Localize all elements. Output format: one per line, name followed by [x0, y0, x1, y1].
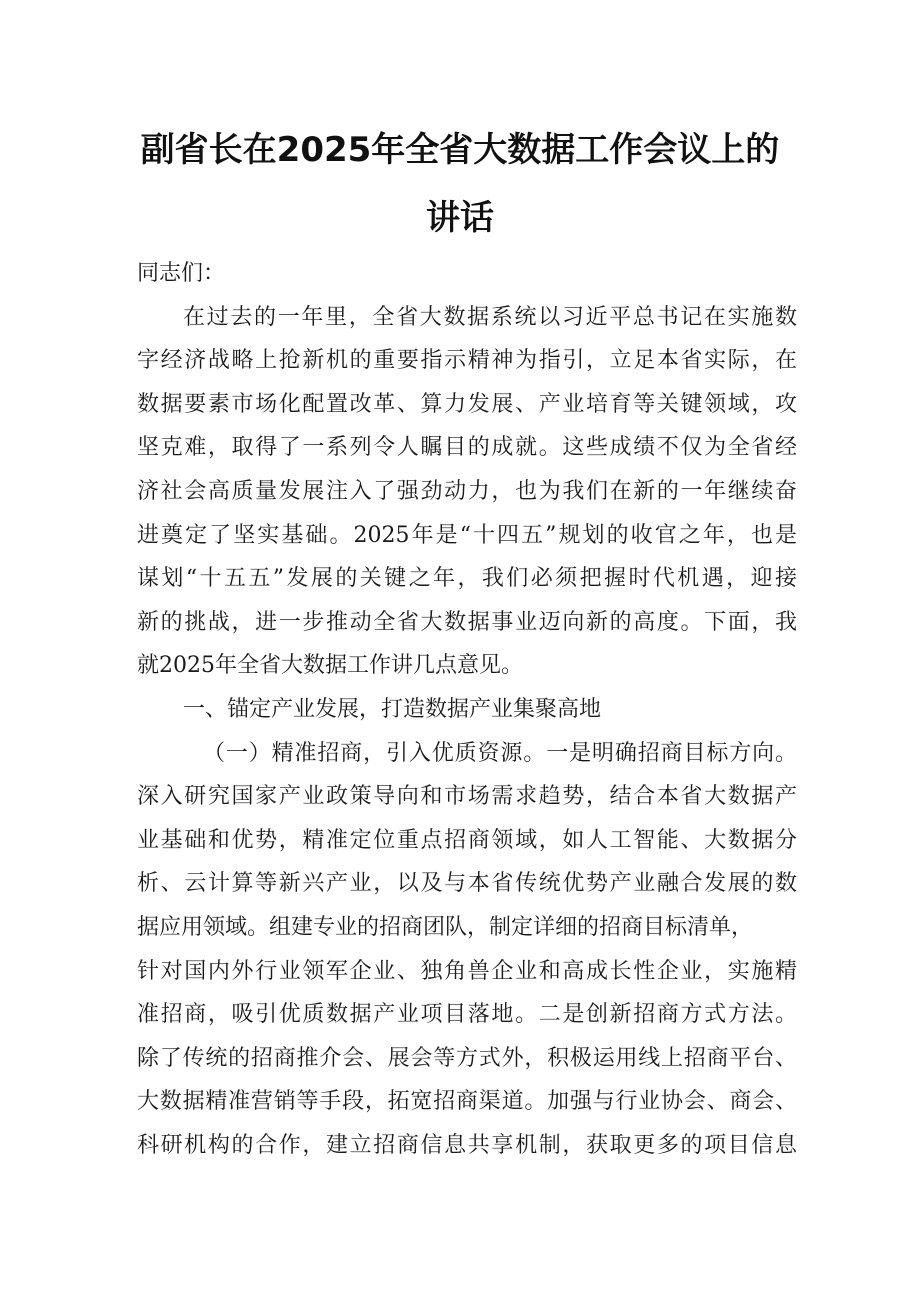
- salutation: 同志们：: [137, 261, 226, 286]
- paragraph-1-line: 进奠定了坚实基础。2025年是“十四五”规划的收官之年，也是: [137, 522, 797, 548]
- paragraph-2-line: （一）精准招商，引入优质资源。一是明确招商目标方向。: [203, 740, 797, 766]
- paragraph-1-line: 字经济战略上抢新机的重要指示精神为指引，立足本省实际，在: [137, 348, 797, 374]
- paragraph-1-line: 数据要素市场化配置改革、算力发展、产业培育等关键领域，攻: [137, 391, 797, 417]
- paragraph-1-line: 就2025年全省大数据工作讲几点意见。: [137, 653, 523, 679]
- document-title-line-2: 讲话: [426, 198, 494, 238]
- paragraph-2-line: 据应用领域。组建专业的招商团队，制定详细的招商目标清单，: [137, 914, 754, 940]
- paragraph-1-line: 坚克难，取得了一系列令人瞩目的成就。这些成绩不仅为全省经: [137, 435, 797, 461]
- document-title-line-1: 副省长在2025年全省大数据工作会议上的: [140, 130, 780, 170]
- paragraph-2-line: 深入研究国家产业政策导向和市场需求趋势，结合本省大数据产: [137, 784, 797, 810]
- paragraph-1-line: 谋划“十五五”发展的关键之年，我们必须把握时代机遇，迎接: [137, 566, 797, 592]
- section-heading-1: 一、锚定产业发展，打造数据产业集聚高地: [183, 696, 602, 722]
- paragraph-2-line: 针对国内外行业领军企业、独角兽企业和高成长性企业，实施精: [137, 958, 797, 984]
- paragraph-1-line: 新的挑战，进一步推动全省大数据事业迈向新的高度。下面，我: [137, 609, 797, 635]
- paragraph-2-line: 业基础和优势，精准定位重点招商领域，如人工智能、大数据分: [137, 827, 797, 853]
- paragraph-2-line: 准招商，吸引优质数据产业项目落地。二是创新招商方式方法。: [137, 1002, 797, 1028]
- paragraph-2-line: 除了传统的招商推介会、展会等方式外，积极运用线上招商平台、: [137, 1045, 797, 1071]
- document-body: [137, 252, 797, 1167]
- paragraph-1-line: 济社会高质量发展注入了强劲动力，也为我们在新的一年继续奋: [137, 478, 797, 504]
- paragraph-2-line: 大数据精准营销等手段，拓宽招商渠道。加强与行业协会、商会、: [137, 1089, 797, 1115]
- paragraph-2-line: 科研机构的合作，建立招商信息共享机制，获取更多的项目信息: [137, 1132, 797, 1158]
- paragraph-2-line: 析、云计算等新兴产业，以及与本省传统优势产业融合发展的数: [137, 871, 797, 897]
- paragraph-1-line: 在过去的一年里，全省大数据系统以习近平总书记在实施数: [183, 304, 797, 330]
